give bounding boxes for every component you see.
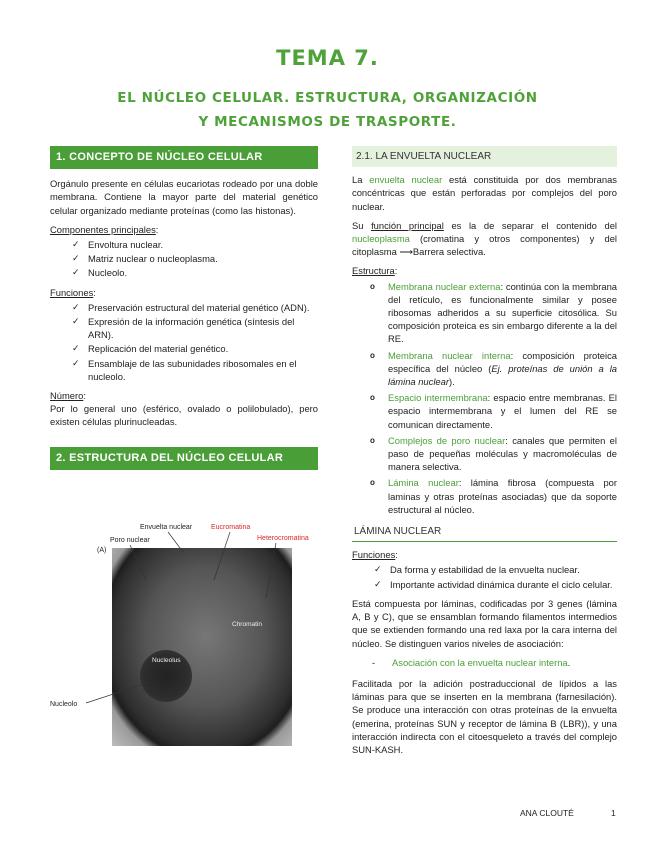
page-subtitle: EL NÚCLEO CELULAR. ESTRUCTURA, ORGANIZACIÓN Y MECANISMOS DE TRASPORTE. bbox=[117, 90, 538, 130]
list-item: o Membrana nuclear externa: continúa con la membrana del retículo, es funcionalmente similar y posee ribosomas adheridos a su superficie citosólica. Su composición proteica es sin embargo diferente a la del RE. bbox=[366, 280, 617, 346]
lamina-paragraph-2: Facilitada por la adición postraduccional de lípidos a las láminas para que se inserten en la membrana (farnesilación). Se produce una interacción con otras proteínas de la envuelta (emerina, proteínas SUN y receptor de lámina B (LBR)), y una interacción indirecta con el citoesqueleto a través del complejo SUN-KASH. bbox=[352, 677, 617, 755]
label-poro-nuclear: Poro nuclear bbox=[110, 537, 150, 544]
list-item: o Complejos de poro nuclear: canales que permiten el paso de pequeñas moléculas y macromoléculas de manera selectiva. bbox=[366, 434, 617, 474]
list-item: o Espacio intermembrana: espacio entre membranas. El espacio intermembrana y el lumen del RE se comunican directamente. bbox=[366, 391, 617, 431]
label-nucleolus: Nucleolus bbox=[152, 657, 181, 664]
right-column bbox=[352, 146, 617, 762]
list-item: ✓ Matriz nuclear o nucleoplasma. bbox=[72, 252, 318, 265]
list-item: ✓ Expresión de la información genética (síntesis del ARN). bbox=[72, 315, 318, 341]
association-item: - Asociación con la envuelta nuclear interna. bbox=[352, 656, 617, 669]
list-item: o Lámina nuclear: lámina fibrosa (compuesta por laminas y otras proteínas asociadas) que da soporte estructural al núcleo. bbox=[366, 476, 617, 516]
label-eucromatina: Eucromatina bbox=[211, 524, 251, 531]
list-item: ✓ Da forma y estabilidad de la envuelta nuclear. bbox=[374, 563, 617, 576]
number-label: Número: bbox=[50, 390, 86, 402]
structure-list bbox=[352, 280, 617, 516]
list-item: ✓ Ensamblaje de las subunidades ribosomales en el nucleolo. bbox=[72, 357, 318, 383]
footer-page-number: 1 bbox=[611, 808, 616, 818]
label-heterocromatina: Heterocromatina bbox=[257, 535, 309, 542]
section-2-1-heading: 2.1. LA ENVUELTA NUCLEAR bbox=[352, 146, 617, 167]
list-item: ✓ Envoltura nuclear. bbox=[72, 238, 318, 251]
list-item: o Membrana nuclear interna: composición proteica específica del núcleo (Ej. proteínas de unión a la lámina nuclear). bbox=[366, 349, 617, 389]
envuelta-paragraph: La envuelta nuclear está constituida por dos membranas concéntricas que están perforadas por complejos del poro nuclear. bbox=[352, 174, 617, 212]
lamina-paragraph-1: Está compuesta por láminas, codificadas por 3 genes (lámina A, B y C), que se ensamblan formando filamentos intermedios que se extienden formando una red laxa por la cara interna del núcleo. Se distinguen varios niveles de asociación: bbox=[352, 597, 617, 649]
components-label: Componentes principales: bbox=[50, 223, 159, 235]
list-item: ✓ Preservación estructural del material genético (ADN). bbox=[72, 301, 318, 314]
section-2-heading: 2. ESTRUCTURA DEL NÚCLEO CELULAR bbox=[50, 447, 318, 470]
number-text: Por lo general uno (esférico, ovalado o polilobulado), pero existen células plurinucleadas. bbox=[50, 403, 318, 428]
lamina-functions-label: Funciones: bbox=[352, 549, 398, 561]
list-item: ✓ Nucleolo. bbox=[72, 266, 318, 279]
label-envuelta-nuclear: Envuelta nuclear bbox=[140, 524, 193, 531]
label-chromatin: Chromatin bbox=[232, 621, 262, 628]
section-1-intro: Orgánulo presente en células eucariotas rodeado por una doble membrana. Contiene la mayor parte del material genético celular organizado mediante proteínas (como las histonas). bbox=[50, 178, 318, 216]
figure-panel-label: (A) bbox=[97, 547, 107, 554]
section-1-heading: 1. CONCEPTO DE NÚCLEO CELULAR bbox=[50, 146, 318, 169]
function-paragraph: Su función principal es la de separar el contenido del nucleoplasma (cromatina y otros componentes) y del citoplasma ⟶Barrera selectiva. bbox=[352, 219, 617, 258]
page-title: TEMA 7. bbox=[276, 46, 379, 70]
lamina-functions-list bbox=[352, 563, 617, 590]
functions-label: Funciones: bbox=[50, 286, 96, 298]
lamina-heading: LÁMINA NUCLEAR bbox=[352, 522, 617, 542]
footer-author: ANA CLOUTÉ bbox=[520, 808, 574, 818]
label-nucleolo: Nucleolo bbox=[50, 701, 78, 708]
list-item: ✓ Importante actividad dinámica durante el ciclo celular. bbox=[374, 578, 617, 591]
structure-label: Estructura: bbox=[352, 265, 398, 277]
list-item: ✓ Replicación del material genético. bbox=[72, 342, 318, 355]
